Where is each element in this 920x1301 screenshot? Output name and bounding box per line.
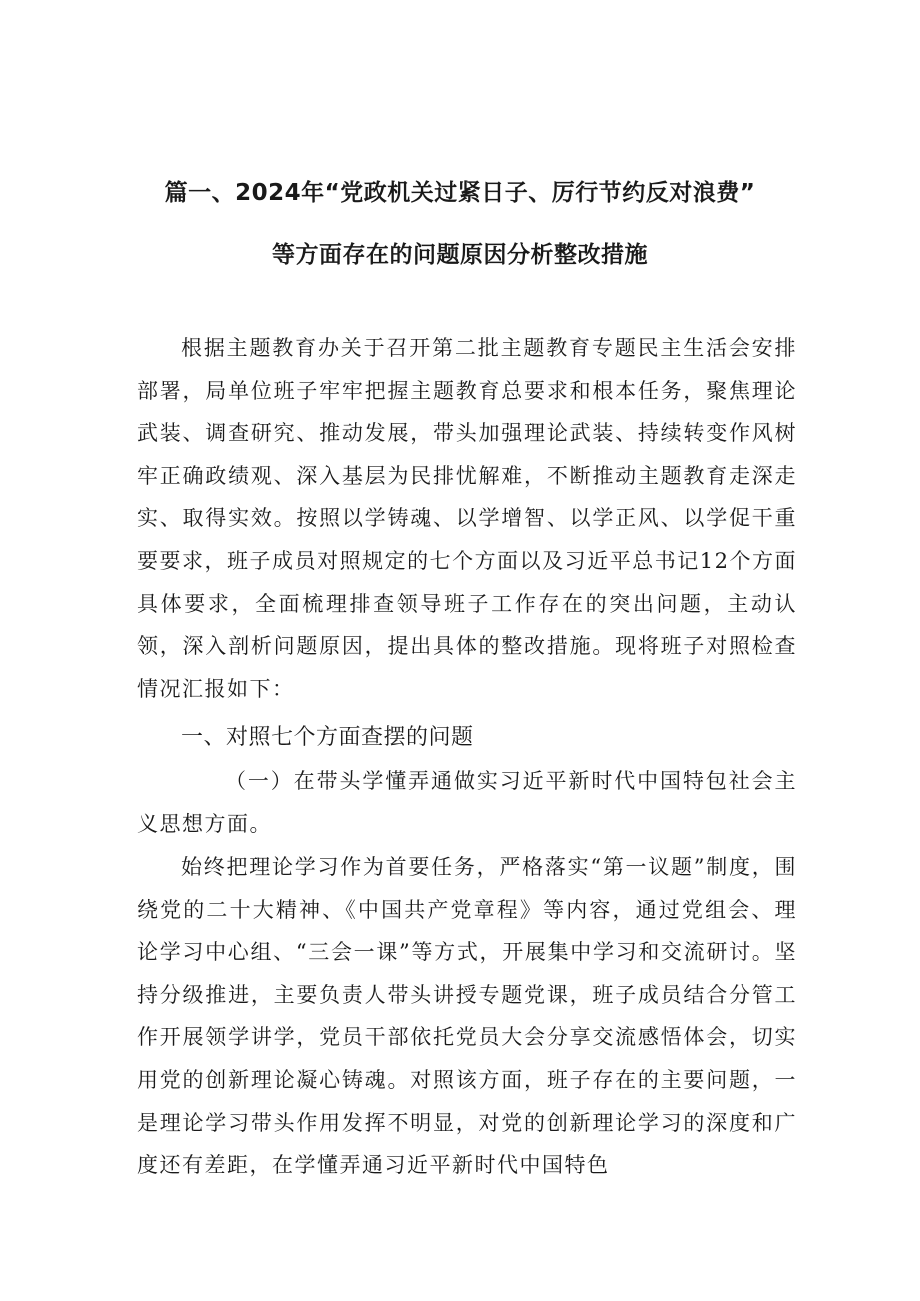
section-paragraph: 始终把理论学习作为首要任务，严格落实“第一议题”制度，围绕党的二十大精神、《中国共产党章程》等内容，通过党组会、理论学习中心组、“三会一课”等方式，开展集中学习和交流研讨。坚持分级推进，主要负责人带头讲授专题党课，班子成员结合分管工作开展领学讲学，党员干部依托党员大会分享交流感悟体会，切实用党的创新理论凝心铸魂。对照该方面，班子存在的主要问题，一是理论学习带头作用发挥不明显，对党的创新理论学习的深度和广度还有差距，在学懂弄通习近平新时代中国特色 xyxy=(137,855,797,1178)
document-title-line-1: 篇一、2024年“党政机关过紧日子、厉行节约反对浪费” xyxy=(164,180,756,206)
document-title-line-2: 等方面存在的问题原因分析整改措施 xyxy=(272,242,648,268)
subsection-heading: （一）在带头学懂弄通做实习近平新时代中国特包社会主义思想方面。 xyxy=(137,769,797,836)
section-heading: 一、对照七个方面查摆的问题 xyxy=(181,725,474,750)
intro-paragraph: 根据主题教育办关于召开第二批主题教育专题民主生活会安排部署，局单位班子牢牢把握主题教育总要求和根本任务，聚焦理论武装、调查研究、推动发展，带头加强理论武装、持续转变作风树牢正确政绩观、深入基层为民排忧解难，不断推动主题教育走深走实、取得实效。按照以学铸魂、以学增智、以学正风、以学促干重要要求，班子成员对照规定的七个方面以及习近平总书记12个方面具体要求，全面梳理排查领导班子工作存在的突出问题，主动认领，深入剖析问题原因，提出具体的整改措施。现将班子对照检查情况汇报如下： xyxy=(137,336,797,701)
